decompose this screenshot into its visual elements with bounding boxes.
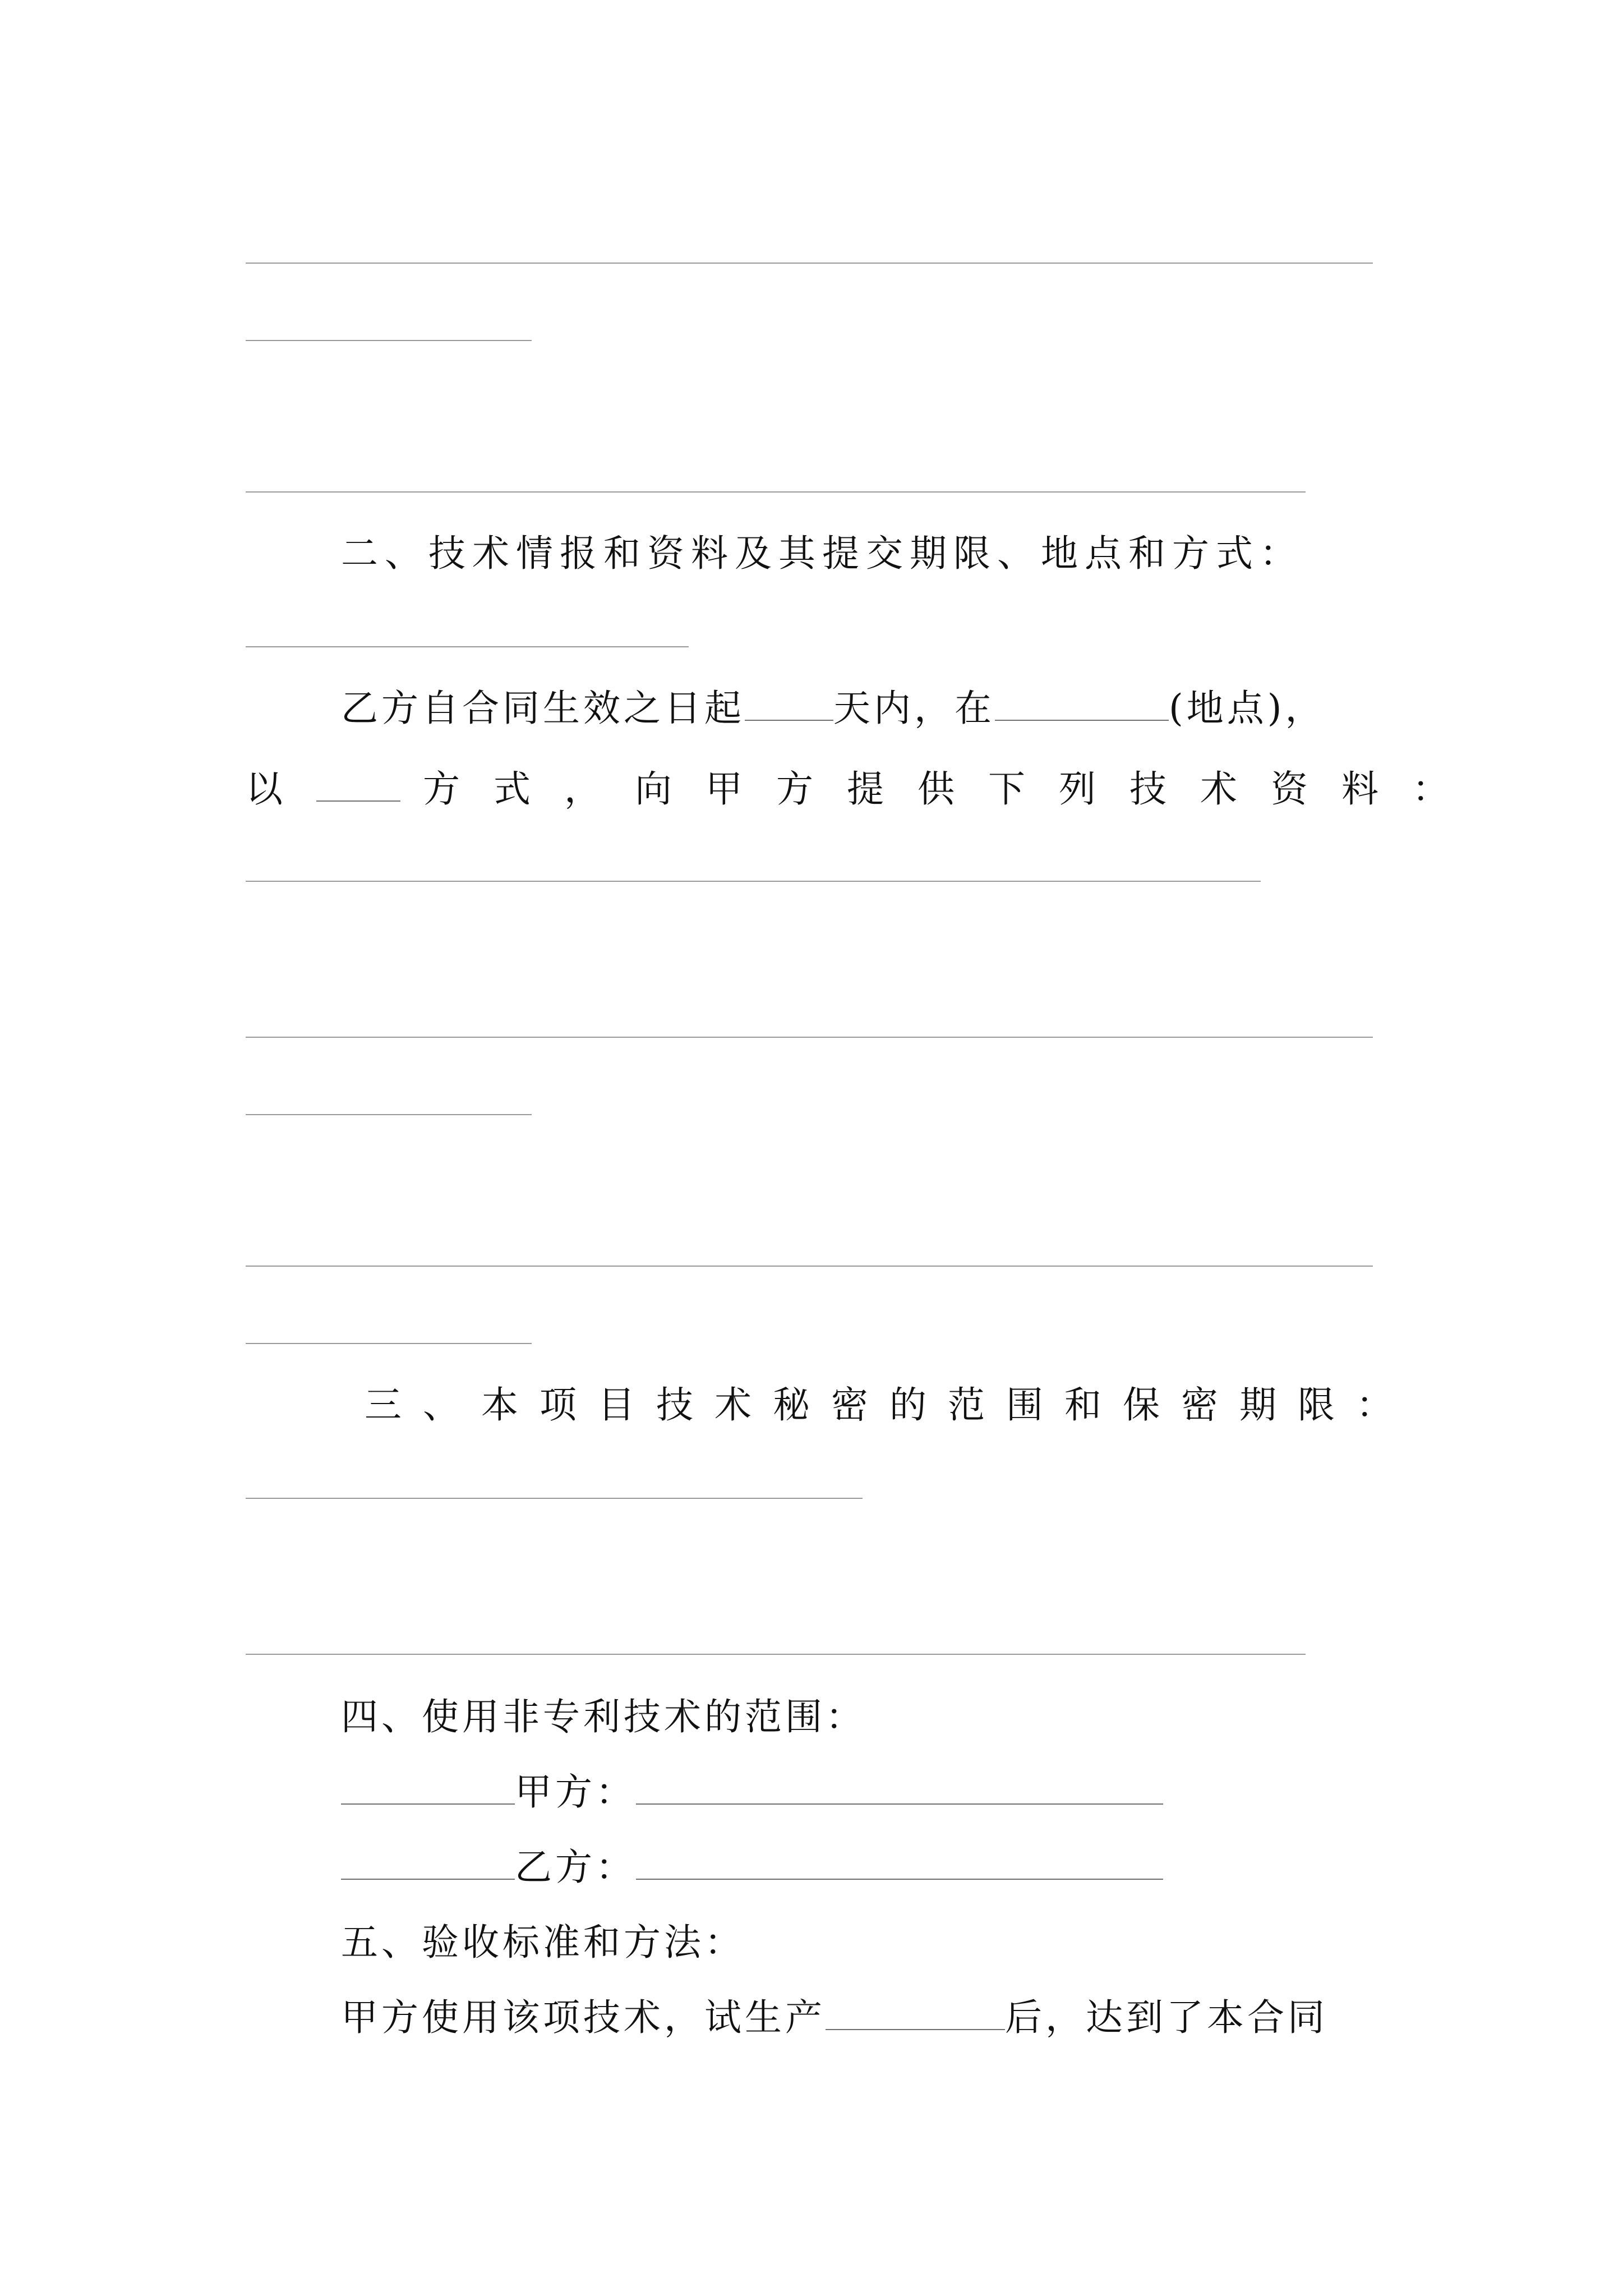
blank-line: [246, 263, 1373, 264]
section-2-body-line-1: [341, 683, 1326, 734]
body-text: 以: [246, 767, 316, 811]
party-a-label: 甲方：: [515, 1770, 636, 1814]
blank-line: [246, 340, 532, 341]
section-2-heading: 二、技术情报和资料及其提交期限、地点和方式：: [341, 532, 1303, 575]
body-text: 甲方使用该项技术，试生产: [341, 1996, 826, 2039]
blank-line: [246, 646, 689, 647]
blank-line: [246, 881, 1261, 882]
section-5-body: [341, 1993, 1328, 2043]
party-b-line: [341, 1842, 1163, 1893]
body-text: 后，达到了本合同: [1005, 1996, 1328, 2039]
blank-line: [246, 1343, 532, 1344]
trial-period-blank[interactable]: [826, 2000, 1005, 2030]
section-5-heading: 五、验收标准和方法：: [341, 1921, 745, 1964]
party-a-prefix-blank[interactable]: [341, 1774, 515, 1805]
body-text: 乙方自合同生效之日起: [341, 687, 745, 730]
body-text: (地点)，: [1169, 687, 1326, 730]
party-a-scope-blank[interactable]: [636, 1774, 1163, 1805]
blank-line: [246, 1037, 1373, 1038]
section-3-heading: 三、本项目技术秘密的范围和保密期限：: [365, 1383, 1414, 1427]
body-text: 天内，在: [833, 687, 995, 730]
location-blank[interactable]: [995, 691, 1169, 721]
party-a-line: [341, 1767, 1163, 1818]
body-text: 方式，向甲方提供下列技术资料：: [423, 767, 1483, 811]
days-blank[interactable]: [745, 691, 833, 721]
blank-line: [246, 1114, 532, 1115]
blank-line: [246, 1654, 1306, 1655]
section-2-body-line-2: [246, 764, 1483, 815]
section-4-heading: 四、使用非专利技术的范围：: [341, 1695, 866, 1738]
method-blank[interactable]: [316, 771, 400, 802]
party-b-prefix-blank[interactable]: [341, 1849, 515, 1880]
party-b-label: 乙方：: [515, 1846, 636, 1889]
party-b-scope-blank[interactable]: [636, 1849, 1163, 1880]
blank-line: [246, 491, 1306, 493]
blank-line: [246, 1498, 863, 1499]
blank-line: [246, 1266, 1373, 1267]
